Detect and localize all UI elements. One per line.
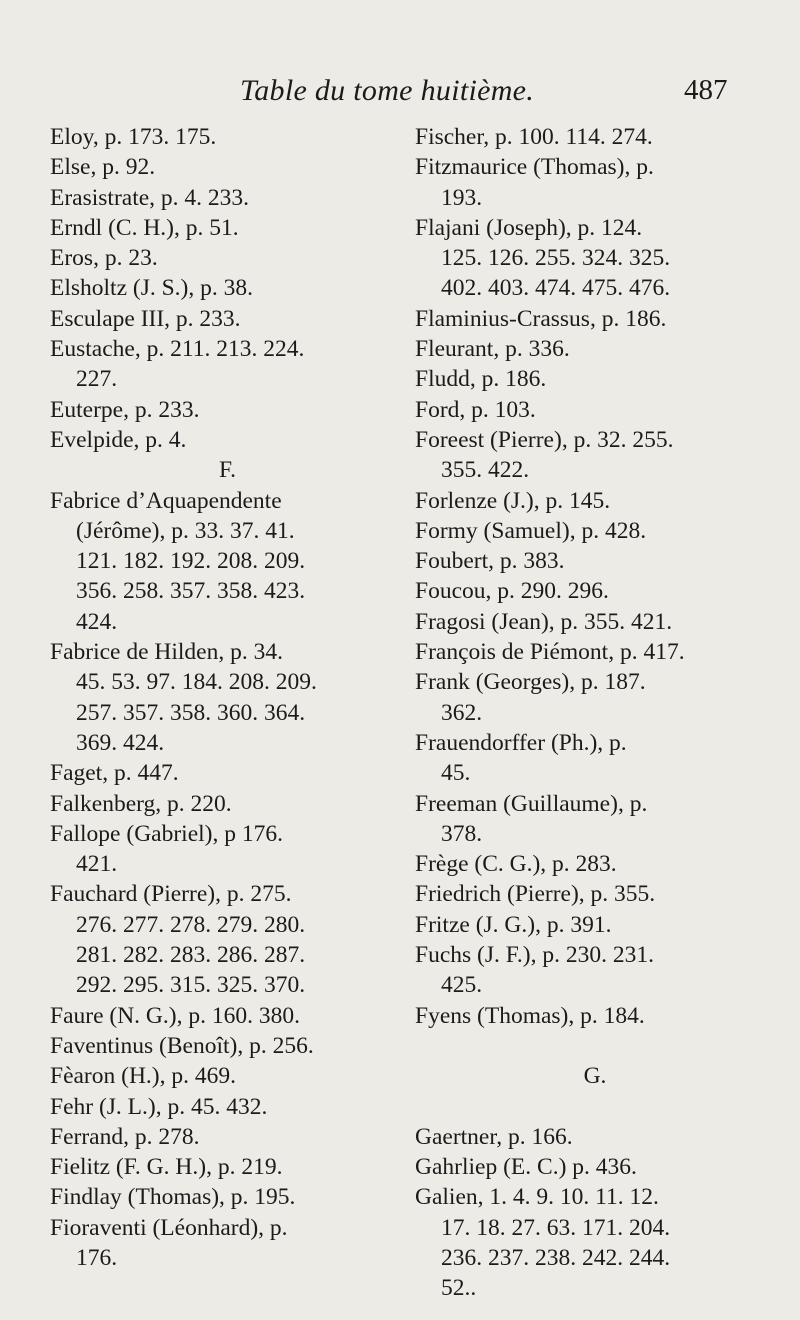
index-entry-continuation: 276. 277. 278. 279. 280. [76, 911, 306, 938]
index-entry-continuation: 45. [441, 760, 471, 787]
index-entry-continuation: 17. 18. 27. 63. 171. 204. [441, 1214, 671, 1241]
index-entry-continuation: 45. 53. 97. 184. 208. 209. [76, 669, 317, 696]
index-entry: Fitzmaurice (Thomas), p. [415, 154, 654, 181]
index-entry-continuation: 281. 282. 283. 286. 287. [76, 942, 306, 969]
index-entry: Else, p. 92. [50, 154, 156, 181]
index-entry: Forlenze (J.), p. 145. [415, 487, 611, 514]
index-column-left [50, 122, 405, 1273]
index-entry-continuation: 176. [76, 1244, 118, 1271]
index-entry: Flajani (Joseph), p. 124. [415, 214, 643, 241]
section-heading: G. [583, 1063, 607, 1090]
index-entry: Gahrliep (E. C.) p. 436. [415, 1154, 637, 1181]
index-entry: Faget, p. 447. [50, 760, 179, 787]
index-entry: Fludd, p. 186. [415, 366, 547, 393]
index-entry: Galien, 1. 4. 9. 10. 11. 12. [415, 1184, 659, 1211]
index-entry-continuation: 52.. [441, 1275, 477, 1302]
index-entry: Fabrice d’Aquapendente [50, 487, 282, 514]
index-entry: Faventinus (Benoît), p. 256. [50, 1032, 314, 1059]
index-entry: Fabrice de Hilden, p. 34. [50, 639, 283, 666]
index-entry: Fuchs (J. F.), p. 230. 231. [415, 942, 655, 969]
index-entry: Fleurant, p. 336. [415, 336, 570, 363]
index-entry: Freeman (Guillaume), p. [415, 790, 648, 817]
index-entry: Ferrand, p. 278. [50, 1123, 200, 1150]
index-entry: Fauchard (Pierre), p. 275. [50, 881, 292, 908]
index-entry: Frank (Georges), p. 187. [415, 669, 646, 696]
index-entry: Eros, p. 23. [50, 245, 158, 272]
index-entry: Foucou, p. 290. 296. [415, 578, 609, 605]
index-entry: Frège (C. G.), p. 283. [415, 851, 617, 878]
index-entry-continuation: (Jérôme), p. 33. 37. 41. [76, 517, 295, 544]
index-entry: Erndl (C. H.), p. 51. [50, 214, 239, 241]
section-heading: F. [218, 457, 237, 484]
running-title: Table du tome huitième. [240, 74, 535, 107]
index-entry: François de Piémont, p. 417. [415, 639, 685, 666]
index-entry-continuation: 355. 422. [441, 457, 530, 484]
index-entry: Eustache, p. 211. 213. 224. [50, 336, 305, 363]
index-entry-continuation: 424. [76, 608, 118, 635]
index-entry: Evelpide, p. 4. [50, 426, 187, 453]
index-entry: Fallope (Gabriel), p 176. [50, 820, 283, 847]
index-entry-continuation: 362. [441, 699, 483, 726]
index-entry: Findlay (Thomas), p. 195. [50, 1184, 296, 1211]
index-entry-continuation: 402. 403. 474. 475. 476. [441, 275, 671, 302]
index-entry: Fischer, p. 100. 114. 274. [415, 124, 653, 150]
index-column-right [415, 122, 775, 1304]
index-entry: Foreest (Pierre), p. 32. 255. [415, 426, 674, 453]
index-entry: Eloy, p. 173. 175. [50, 124, 217, 150]
page-header [0, 70, 800, 120]
index-entry-continuation: 257. 357. 358. 360. 364. [76, 699, 306, 726]
index-entry: Erasistrate, p. 4. 233. [50, 184, 250, 211]
index-entry-continuation: 121. 182. 192. 208. 209. [76, 548, 306, 575]
index-entry-continuation: 378. [441, 820, 483, 847]
index-entry-continuation: 356. 258. 357. 358. 423. [76, 578, 306, 605]
index-entry: Fragosi (Jean), p. 355. 421. [415, 608, 673, 635]
index-entry: Flaminius-Crassus, p. 186. [415, 305, 667, 332]
index-entry-continuation: 236. 237. 238. 242. 244. [441, 1244, 671, 1271]
index-entry: Fyens (Thomas), p. 184. [415, 1002, 645, 1029]
index-entry-continuation: 292. 295. 315. 325. 370. [76, 972, 306, 999]
index-entry: Formy (Samuel), p. 428. [415, 517, 647, 544]
index-entry: Fèaron (H.), p. 469. [50, 1063, 237, 1090]
index-entry: Esculape III, p. 233. [50, 305, 241, 332]
index-entry: Frauendorffer (Ph.), p. [415, 729, 627, 756]
index-entry-continuation: 421. [76, 851, 118, 878]
index-entry: Falkenberg, p. 220. [50, 790, 232, 817]
blank-line [415, 1031, 775, 1061]
index-entry-continuation: 227. [76, 366, 118, 393]
index-entry-continuation: 425. [441, 972, 483, 999]
index-entry-continuation: 125. 126. 255. 324. 325. [441, 245, 671, 272]
index-entry-continuation: 193. [441, 184, 483, 211]
index-entry: Fritze (J. G.), p. 391. [415, 911, 612, 938]
index-entry: Fielitz (F. G. H.), p. 219. [50, 1154, 283, 1181]
index-entry: Foubert, p. 383. [415, 548, 565, 575]
page-number: 487 [684, 74, 728, 106]
index-entry: Elsholtz (J. S.), p. 38. [50, 275, 254, 302]
blank-line [415, 1092, 775, 1122]
index-entry: Faure (N. G.), p. 160. 380. [50, 1002, 300, 1029]
index-entry: Euterpe, p. 233. [50, 396, 200, 423]
index-entry: Gaertner, p. 166. [415, 1123, 573, 1150]
index-entry-continuation: 369. 424. [76, 729, 165, 756]
index-entry: Fioraventi (Léonhard), p. [50, 1214, 288, 1241]
index-entry: Fehr (J. L.), p. 45. 432. [50, 1093, 268, 1120]
index-entry: Ford, p. 103. [415, 396, 536, 423]
index-entry: Friedrich (Pierre), p. 355. [415, 881, 656, 908]
